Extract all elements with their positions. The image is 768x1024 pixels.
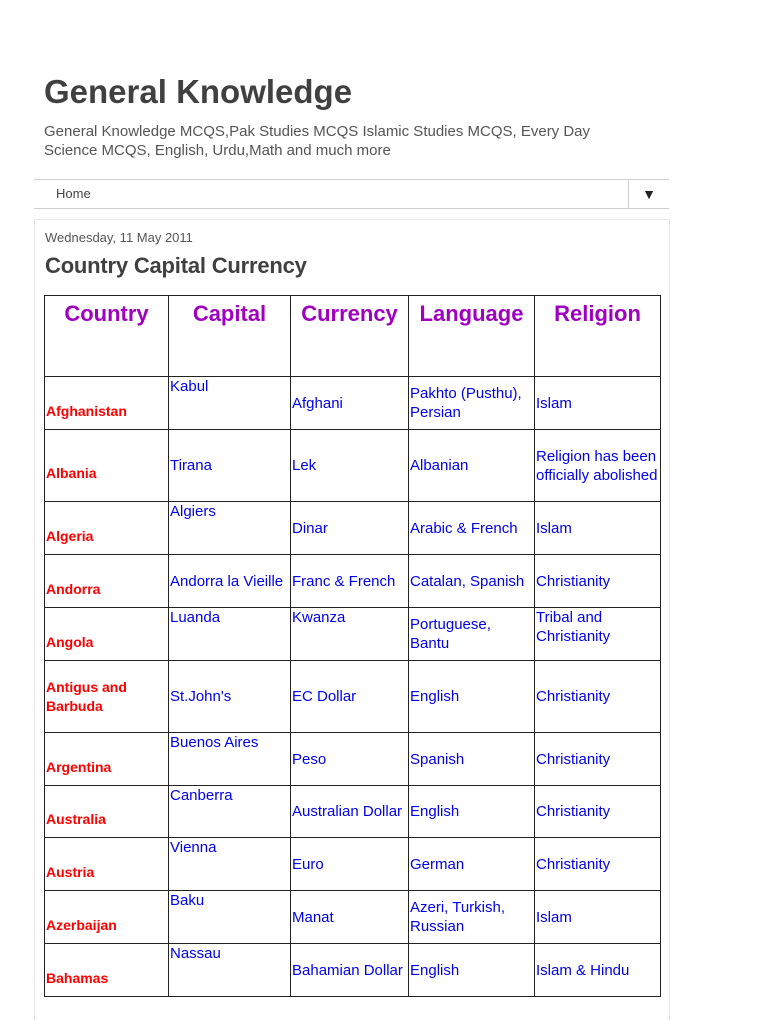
cell-country: Azerbaijan [45,891,169,944]
cell-language: Azeri, Turkish, Russian [409,891,535,944]
table-row [45,661,661,733]
cell-country: Albania [45,430,169,502]
cell-country: Australia [45,786,169,838]
table-row [45,430,661,502]
cell-capital: Buenos Aires [169,733,291,786]
cell-language: Pakhto (Pusthu), Persian [409,377,535,430]
table-row [45,377,661,430]
cell-country: Austria [45,838,169,891]
cell-capital: Algiers [169,502,291,555]
cell-capital: Andorra la Vieille [169,555,291,608]
post-date: Wednesday, 11 May 2011 [45,230,193,245]
cell-language: Spanish [409,733,535,786]
table-row [45,733,661,786]
cell-capital: Nassau [169,944,291,997]
country-capital-table [44,295,661,997]
cell-capital: Baku [169,891,291,944]
nav-dropdown-toggle[interactable] [628,180,669,208]
cell-country: Angola [45,608,169,661]
cell-language: Albanian [409,430,535,502]
table-row [45,944,661,997]
cell-religion: Christianity [535,786,661,838]
table-row [45,608,661,661]
table-row [45,555,661,608]
nav-home-link[interactable]: Home [56,186,91,201]
header-religion: Religion [535,296,661,377]
cell-religion: Religion has been officially abolished [535,430,661,502]
cell-country: Antigus and Barbuda [45,661,169,733]
cell-language: English [409,944,535,997]
cell-capital: Luanda [169,608,291,661]
table-header-row [45,296,661,377]
nav-bar [34,179,669,209]
cell-currency: Bahamian Dollar [291,944,409,997]
cell-currency: EC Dollar [291,661,409,733]
cell-language: Portuguese, Bantu [409,608,535,661]
cell-currency: Kwanza [291,608,409,661]
cell-religion: Christianity [535,555,661,608]
cell-country: Afghanistan [45,377,169,430]
triangle-down-icon: ▼ [642,186,656,202]
cell-currency: Peso [291,733,409,786]
cell-country: Andorra [45,555,169,608]
header-currency: Currency [291,296,409,377]
post-container [34,219,670,1020]
header-country: Country [45,296,169,377]
header-language: Language [409,296,535,377]
table-row [45,502,661,555]
cell-religion: Christianity [535,838,661,891]
cell-currency: Euro [291,838,409,891]
cell-religion: Islam [535,891,661,944]
cell-language: English [409,786,535,838]
cell-currency: Manat [291,891,409,944]
cell-country: Bahamas [45,944,169,997]
cell-currency: Australian Dollar [291,786,409,838]
cell-capital: Kabul [169,377,291,430]
cell-capital: Tirana [169,430,291,502]
cell-language: Arabic & French [409,502,535,555]
cell-religion: Christianity [535,733,661,786]
table-row [45,891,661,944]
cell-currency: Lek [291,430,409,502]
header-capital: Capital [169,296,291,377]
table-row [45,838,661,891]
site-description: General Knowledge MCQS,Pak Studies MCQS Islamic Studies MCQS, Every Day Science MCQS, English, Urdu,Math and much more [44,123,591,159]
table-row [45,786,661,838]
cell-religion: Islam & Hindu [535,944,661,997]
cell-capital: Vienna [169,838,291,891]
cell-religion: Tribal and Christianity [535,608,661,661]
post-title[interactable]: Country Capital Currency [45,253,307,278]
cell-capital: St.John's [169,661,291,733]
cell-religion: Islam [535,377,661,430]
blog-header [44,72,684,160]
cell-religion: Islam [535,502,661,555]
cell-language: German [409,838,535,891]
cell-currency: Dinar [291,502,409,555]
cell-country: Argentina [45,733,169,786]
cell-religion: Christianity [535,661,661,733]
cell-language: English [409,661,535,733]
site-title[interactable]: General Knowledge [44,73,353,110]
cell-currency: Franc & French [291,555,409,608]
cell-language: Catalan, Spanish [409,555,535,608]
cell-currency: Afghani [291,377,409,430]
cell-country: Algeria [45,502,169,555]
cell-capital: Canberra [169,786,291,838]
